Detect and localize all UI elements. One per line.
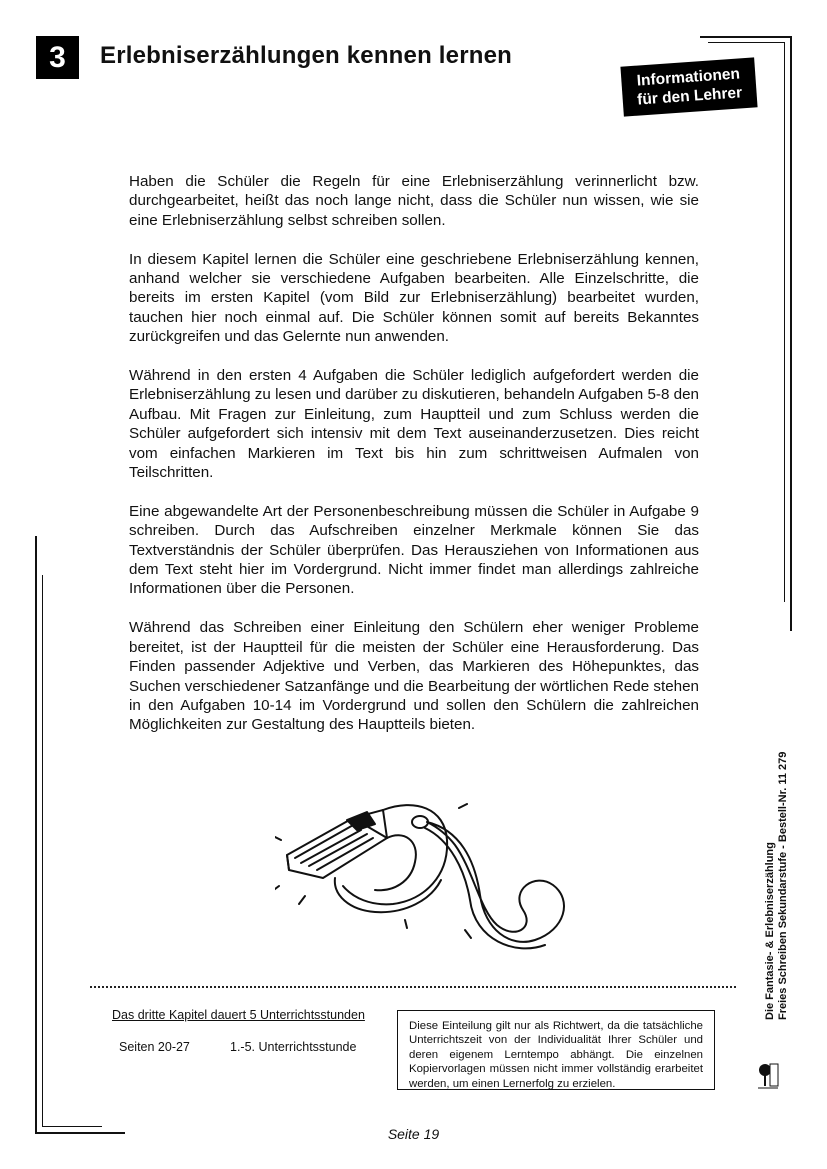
page-number: Seite 19 bbox=[387, 1126, 440, 1142]
chapter-duration-title: Das dritte Kapitel dauert 5 Unterrichtsstunden bbox=[112, 1008, 365, 1022]
lessons-range: 1.-5. Unterrichtsstunde bbox=[230, 1040, 357, 1054]
timing-note-text: Diese Einteilung gilt nur als Richtwert, da die tatsächliche Unterrichtszeit von der Individualität Ihrer Schüler und deren eigenem Lerntempo abhängt. Die einzelnen Kopiervorlagen müssen nicht immer vollständig erarbeitet werden, um einen Lernerfolg zu erzielen. bbox=[409, 1020, 703, 1090]
teacher-info-stamp bbox=[620, 57, 757, 116]
body-text bbox=[129, 172, 699, 754]
sidebar-line-1: Die Fantasie- & Erlebniserzählung bbox=[764, 842, 776, 1020]
pages-range: Seiten 20-27 bbox=[119, 1040, 190, 1054]
sidebar-publication-info bbox=[764, 720, 790, 1020]
paragraph-1: Haben die Schüler die Regeln für eine Erlebniserzählung verinnerlicht bzw. durchgearbeitet, heißt das noch lange nicht, dass die Schüler nun wissen, wie sie eine Erlebniserzählung selbst schreiben sollen. bbox=[129, 173, 699, 229]
sidebar-line-2: Freies Schreiben Sekundarstufe - Bestell-Nr. 11 279 bbox=[777, 751, 789, 1020]
chapter-number: 3 bbox=[49, 40, 66, 74]
whistle-icon bbox=[275, 800, 580, 955]
paragraph-4: Eine abgewandelte Art der Personenbeschreibung müssen die Schüler in Aufgabe 9 schreiben. Durch das Aufschreiben einzelner Merkmale können Sie das Textverständnis der Schüler überprüfen. Das Herausziehen von Informationen aus dem Text steht hier im Vordergrund. Nicht immer findet man allerdings zahlreiche Informationen über die Personen. bbox=[129, 502, 699, 598]
page-title: Erlebniserzählungen kennen lernen bbox=[100, 42, 513, 69]
kohl-verlag-logo-icon bbox=[757, 1060, 779, 1090]
frame-left-line-outer bbox=[35, 536, 37, 1134]
paragraph-5: Während das Schreiben einer Einleitung den Schülern eher weniger Probleme bereitet, ist der Hauptteil für die meisten der Schüler eine Herausforderung. Das Finden passender Adjektive und Verben, das Markieren des Höhepunktes, das Suchen verschiedener Satzanfänge und die Bearbeitung der wörtlichen Rede stehen in den Aufgaben 10-14 im Vordergrund und sollen den Schülern die zahlreichen Möglichkeiten zur Gestaltung des Hauptteils bieten. bbox=[129, 619, 699, 734]
dotted-separator bbox=[90, 986, 736, 988]
paragraph-2: In diesem Kapitel lernen die Schüler eine geschriebene Erlebniserzählung kennen, anhand welcher sie verschiedene Aufgaben bearbeiten. Alle Einzelschritte, die bereits im ersten Kapitel (vom Bild zur Erlebniserzählung) bearbeitet wurden, tauchen hier noch einmal auf. Die Schüler können somit auf bereits Bekanntes zurückgreifen und das Gelernte nun anwenden. bbox=[129, 250, 699, 346]
stamp-line-2: für den Lehrer bbox=[636, 84, 743, 109]
timing-note-box bbox=[397, 1010, 715, 1090]
paragraph-3: Während in den ersten 4 Aufgaben die Schüler lediglich aufgefordert werden die Erlebniserzählung zu lesen und darüber zu diskutieren, behandeln Aufgaben 5-8 den Aufbau. Mit Fragen zur Einleitung, zum Hauptteil und zum Schluss werden die Schüler aufgefordert sich intensiv mit dem Text auseinanderzusetzen. Dies reicht vom einfachen Markieren im Text bis hin zum schrittweisen Aufmalen von Teilschritten. bbox=[129, 367, 699, 482]
frame-top-line-inner bbox=[708, 42, 784, 43]
chapter-number-box bbox=[36, 36, 79, 79]
frame-left-line-inner bbox=[42, 575, 43, 1127]
stamp-line-1: Informationen bbox=[636, 65, 741, 90]
frame-top-line-outer bbox=[700, 36, 791, 38]
frame-right-line-outer bbox=[790, 36, 792, 631]
frame-right-line-inner bbox=[784, 42, 785, 602]
